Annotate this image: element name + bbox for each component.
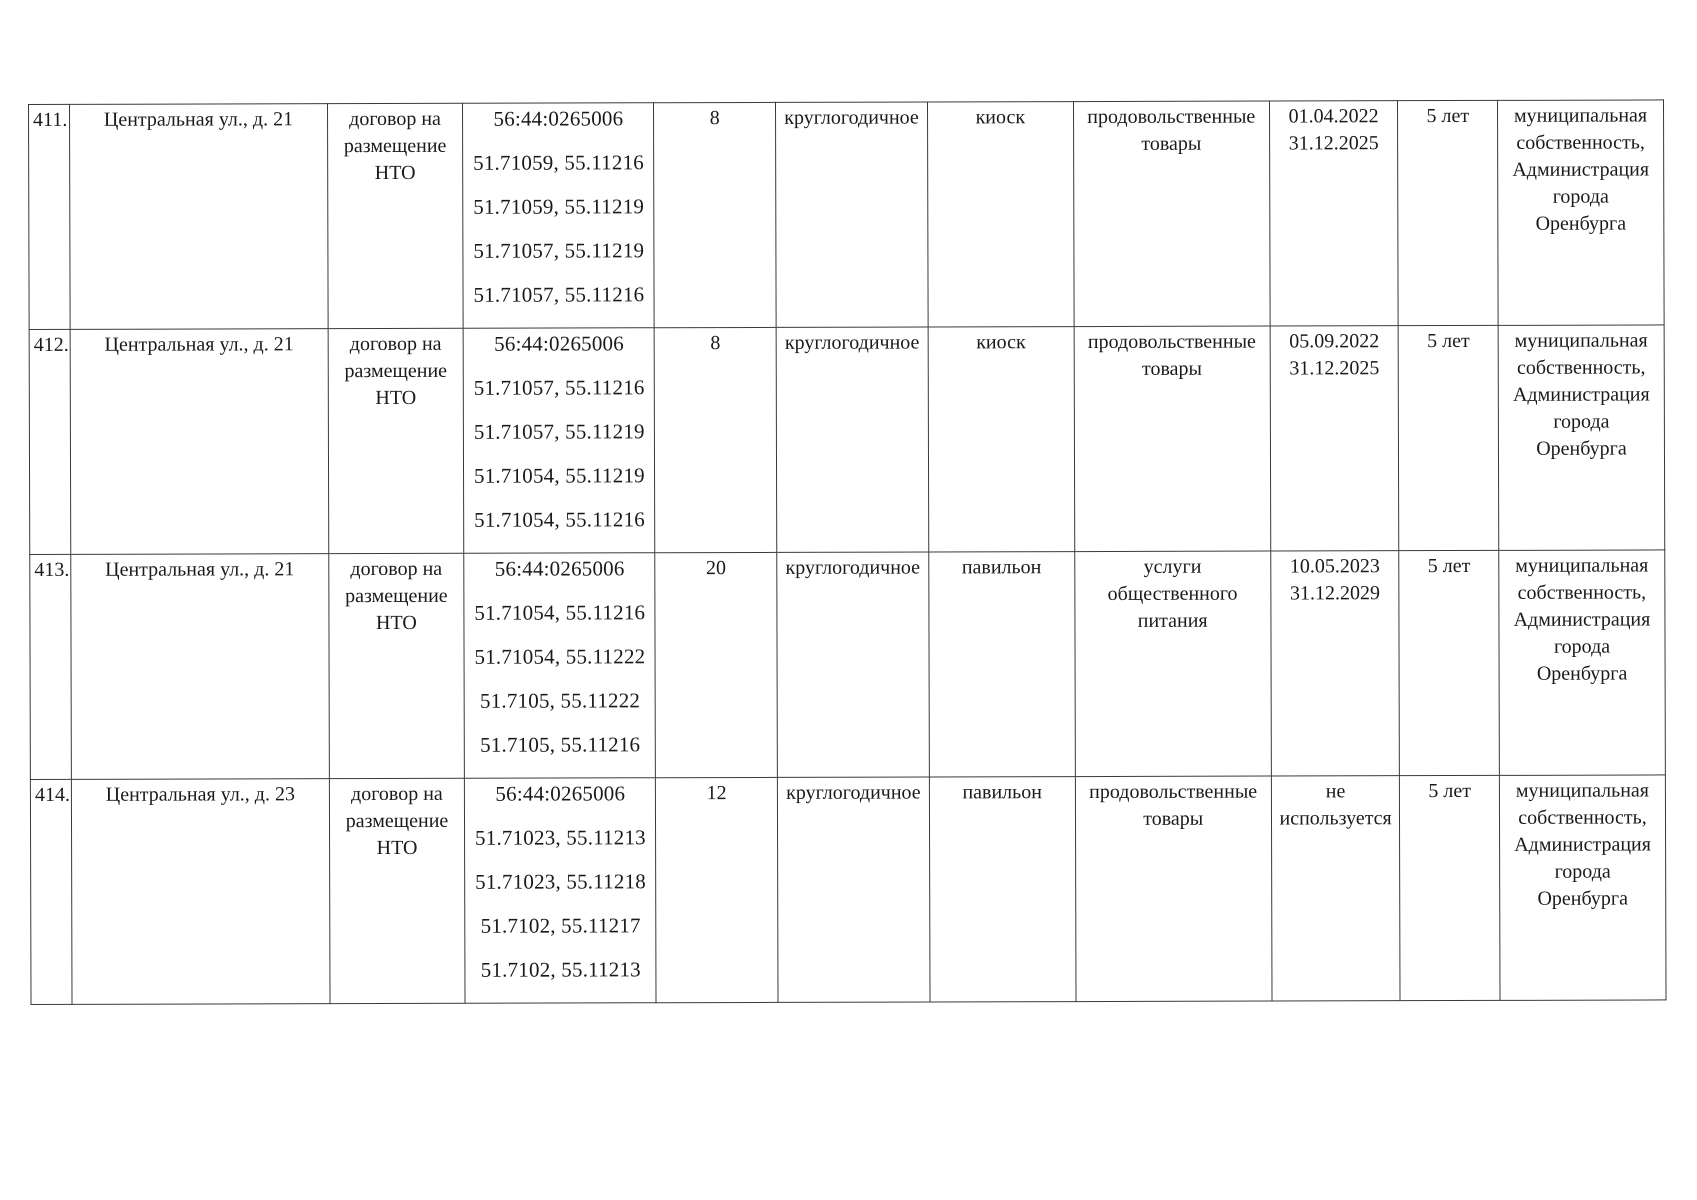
owner-line: Администрация bbox=[1512, 158, 1650, 181]
owner-line: собственность, bbox=[1516, 131, 1645, 154]
owner-line: Оренбурга bbox=[1537, 887, 1629, 910]
owner-line: города bbox=[1552, 185, 1609, 208]
date-line: 05.09.2022 bbox=[1289, 330, 1380, 353]
object-type-cell: павильон bbox=[929, 552, 1075, 777]
coordinate-pair: 51.71054, 55.11222 bbox=[474, 644, 646, 669]
location-cell bbox=[465, 778, 657, 1004]
owner-line: собственность, bbox=[1516, 356, 1646, 379]
specialization-line: продовольственные bbox=[1087, 105, 1256, 129]
date-line: 31.12.2029 bbox=[1289, 582, 1381, 605]
basis-line: НТО bbox=[376, 836, 418, 860]
table-row bbox=[30, 775, 1666, 1005]
coordinate-pair: 51.71057, 55.11216 bbox=[473, 282, 645, 307]
coordinate-pair: 51.7102, 55.11217 bbox=[480, 913, 641, 938]
specialization-line: товары bbox=[1143, 807, 1204, 830]
owner-cell bbox=[1499, 550, 1666, 775]
cadastral-number: 56:44:0265006 bbox=[495, 781, 626, 806]
basis-cell bbox=[329, 778, 465, 1003]
basis-line: размещение bbox=[345, 584, 448, 608]
nto-registry-table bbox=[28, 99, 1667, 1005]
coordinate-pair: 51.71057, 55.11219 bbox=[473, 419, 645, 444]
row-number: 412. bbox=[29, 329, 71, 554]
area-cell: 8 bbox=[654, 102, 776, 327]
owner-line: Администрация bbox=[1512, 383, 1650, 406]
date-line: 10.05.2023 bbox=[1289, 555, 1380, 578]
date-line: 31.12.2025 bbox=[1288, 132, 1379, 155]
specialization-cell bbox=[1074, 326, 1271, 552]
coordinate-pair: 51.71057, 55.11216 bbox=[473, 375, 645, 400]
basis-line: размещение bbox=[345, 809, 449, 833]
basis-line: договор на bbox=[349, 107, 441, 131]
owner-line: города bbox=[1553, 410, 1610, 433]
dates-cell bbox=[1271, 776, 1400, 1001]
owner-cell bbox=[1498, 100, 1665, 325]
specialization-line: товары bbox=[1141, 357, 1202, 380]
owner-line: собственность, bbox=[1517, 581, 1647, 604]
basis-line: договор на bbox=[350, 557, 443, 581]
table-row bbox=[30, 550, 1666, 780]
specialization-cell bbox=[1074, 551, 1271, 777]
area-cell: 8 bbox=[655, 327, 777, 552]
object-type-cell: киоск bbox=[928, 327, 1074, 552]
coordinate-pair: 51.71054, 55.11216 bbox=[474, 600, 646, 625]
basis-line: НТО bbox=[375, 611, 417, 635]
coordinate-pair: 51.71057, 55.11219 bbox=[473, 238, 645, 263]
term-cell: 5 лет bbox=[1399, 325, 1499, 550]
owner-line: Оренбурга bbox=[1536, 437, 1627, 460]
owner-line: муниципальная bbox=[1515, 554, 1649, 577]
specialization-line: услуги bbox=[1143, 555, 1202, 578]
cadastral-number: 56:44:0265006 bbox=[493, 106, 624, 131]
object-type-cell: павильон bbox=[929, 777, 1075, 1002]
term-cell: 5 лет bbox=[1398, 100, 1498, 325]
owner-cell bbox=[1498, 325, 1665, 550]
basis-cell bbox=[327, 103, 463, 328]
owner-line: собственность, bbox=[1518, 806, 1647, 829]
period-cell: круглогодичное bbox=[777, 552, 929, 777]
row-number: 413. bbox=[30, 554, 72, 779]
owner-line: Оренбурга bbox=[1535, 212, 1627, 235]
row-number: 411. bbox=[29, 104, 71, 329]
coordinate-pair: 51.7105, 55.11222 bbox=[479, 688, 641, 713]
specialization-cell bbox=[1075, 776, 1272, 1002]
dates-cell bbox=[1270, 326, 1399, 551]
table-row bbox=[29, 325, 1665, 555]
owner-line: муниципальная bbox=[1515, 779, 1650, 802]
date-line: используется bbox=[1279, 807, 1392, 830]
location-cell bbox=[464, 553, 656, 779]
specialization-line: питания bbox=[1137, 609, 1208, 632]
owner-line: Администрация bbox=[1514, 833, 1651, 856]
specialization-cell bbox=[1073, 101, 1270, 327]
owner-line: Администрация bbox=[1513, 608, 1651, 631]
date-line: не bbox=[1325, 780, 1346, 803]
date-line: 31.12.2025 bbox=[1289, 357, 1380, 380]
address-cell: Центральная ул., д. 21 bbox=[70, 104, 328, 330]
location-cell bbox=[463, 103, 655, 329]
owner-line: города bbox=[1553, 635, 1611, 658]
specialization-line: товары bbox=[1141, 132, 1202, 155]
dates-cell bbox=[1269, 101, 1398, 326]
basis-line: договор на bbox=[350, 782, 443, 806]
area-cell: 12 bbox=[656, 777, 778, 1002]
term-cell: 5 лет bbox=[1399, 550, 1499, 775]
coordinate-pair: 51.71023, 55.11218 bbox=[475, 869, 647, 894]
basis-line: размещение bbox=[343, 134, 447, 158]
specialization-line: продовольственные bbox=[1089, 780, 1258, 804]
owner-line: города bbox=[1554, 860, 1611, 883]
specialization-line: продовольственные bbox=[1087, 330, 1256, 354]
coordinate-pair: 51.71023, 55.11213 bbox=[474, 825, 646, 850]
owner-cell bbox=[1499, 775, 1666, 1000]
coordinate-pair: 51.7102, 55.11213 bbox=[480, 957, 641, 982]
basis-line: НТО bbox=[374, 161, 416, 185]
address-cell: Центральная ул., д. 21 bbox=[71, 554, 329, 780]
location-cell bbox=[463, 328, 655, 554]
basis-cell bbox=[328, 553, 464, 778]
period-cell: круглогодичное bbox=[776, 327, 928, 552]
basis-line: договор на bbox=[349, 332, 442, 356]
coordinate-pair: 51.71059, 55.11219 bbox=[473, 194, 645, 219]
period-cell: круглогодичное bbox=[777, 777, 929, 1002]
coordinate-pair: 51.7105, 55.11216 bbox=[480, 732, 641, 757]
basis-line: НТО bbox=[375, 386, 417, 410]
specialization-line: общественного bbox=[1107, 582, 1238, 605]
owner-line: муниципальная bbox=[1513, 104, 1648, 127]
coordinate-pair: 51.71054, 55.11216 bbox=[474, 507, 645, 532]
dates-cell bbox=[1271, 551, 1400, 776]
coordinate-pair: 51.71059, 55.11216 bbox=[473, 150, 644, 175]
area-cell: 20 bbox=[655, 552, 777, 777]
date-line: 01.04.2022 bbox=[1288, 105, 1379, 128]
cadastral-number: 56:44:0265006 bbox=[494, 331, 624, 356]
period-cell: круглогодичное bbox=[776, 102, 928, 327]
coordinate-pair: 51.71054, 55.11219 bbox=[473, 463, 645, 488]
owner-line: Оренбурга bbox=[1536, 662, 1628, 685]
address-cell: Центральная ул., д. 23 bbox=[72, 779, 330, 1005]
table-row bbox=[29, 100, 1665, 330]
owner-line: муниципальная bbox=[1514, 329, 1648, 352]
object-type-cell: киоск bbox=[927, 102, 1073, 327]
row-number: 414. bbox=[30, 779, 72, 1004]
basis-line: размещение bbox=[344, 359, 448, 383]
basis-cell bbox=[328, 328, 464, 553]
term-cell: 5 лет bbox=[1400, 775, 1500, 1000]
address-cell: Центральная ул., д. 21 bbox=[70, 329, 328, 555]
cadastral-number: 56:44:0265006 bbox=[494, 556, 625, 581]
